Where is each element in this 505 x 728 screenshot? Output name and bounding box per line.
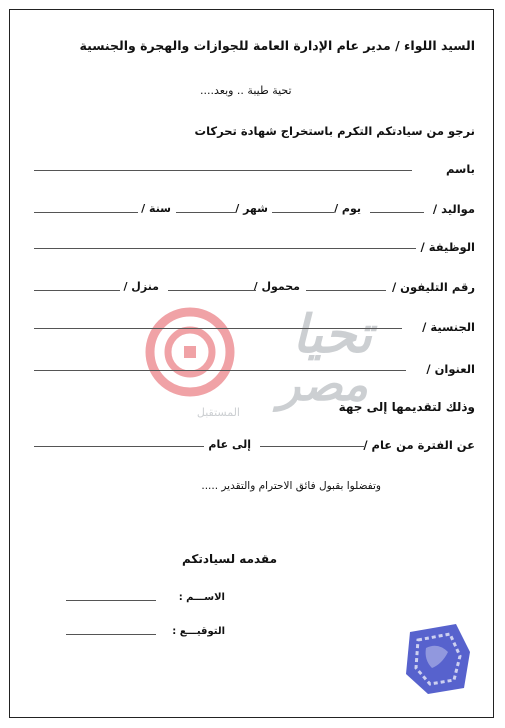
closing-text: وتفضلوا بقبول فائق الاحترام والتقدير ..... [201, 480, 381, 492]
watermark-text-2: مصر [278, 357, 368, 411]
request-intro: نرجو من سيادتكم التكرم باستخراج شهادة تحركات [194, 124, 475, 138]
job-field[interactable] [34, 248, 416, 249]
addressee-title: السيد اللواء / مدير عام الإدارة العامة للجوازات والهجرة والجنسية [79, 38, 475, 53]
home-label: منزل / [123, 280, 159, 293]
year-label: سنة / [141, 202, 171, 215]
birth-year-field[interactable] [176, 212, 236, 213]
watermark-text-1: تحيا [292, 305, 372, 365]
name-field[interactable] [34, 170, 412, 171]
nationality-label: الجنسية / [422, 320, 475, 334]
birth-extra-field[interactable] [34, 212, 138, 213]
submit-to-label: وذلك لتقديمها إلى جهة [338, 400, 475, 414]
mobile-label: محمول / [253, 280, 300, 293]
sig-signature-label: التوقيـــع : [172, 626, 225, 637]
month-label: شهر / [235, 202, 268, 215]
day-label: يوم / [334, 202, 361, 215]
nationality-field[interactable] [34, 328, 402, 329]
birth-day-field[interactable] [370, 212, 424, 213]
period-from-label: عن الفترة من عام / [363, 438, 475, 452]
home-field[interactable] [34, 290, 120, 291]
submitted-by-label: مقدمه لسيادتكم [181, 552, 277, 566]
period-to-label: إلى عام [208, 438, 251, 451]
period-from-field[interactable] [260, 446, 364, 447]
greeting: تحية طيبة .. وبعد.... [200, 84, 292, 97]
address-label: العنوان / [426, 362, 475, 376]
address-field[interactable] [34, 370, 406, 371]
mobile-field[interactable] [168, 290, 256, 291]
sig-name-field[interactable] [66, 600, 156, 601]
job-label: الوظيفة / [420, 240, 475, 254]
birth-month-field[interactable] [272, 212, 334, 213]
phone-label: رقم التليفون / [391, 280, 475, 294]
watermark-tagline: المستقبل [196, 406, 240, 419]
phone-field[interactable] [306, 290, 386, 291]
sig-name-label: الاســـم : [178, 592, 225, 603]
name-label: باسم [446, 162, 475, 176]
sig-signature-field[interactable] [66, 634, 156, 635]
period-to-field[interactable] [34, 446, 204, 447]
birth-label: مواليد / [432, 202, 475, 216]
stamp-icon [398, 618, 478, 700]
